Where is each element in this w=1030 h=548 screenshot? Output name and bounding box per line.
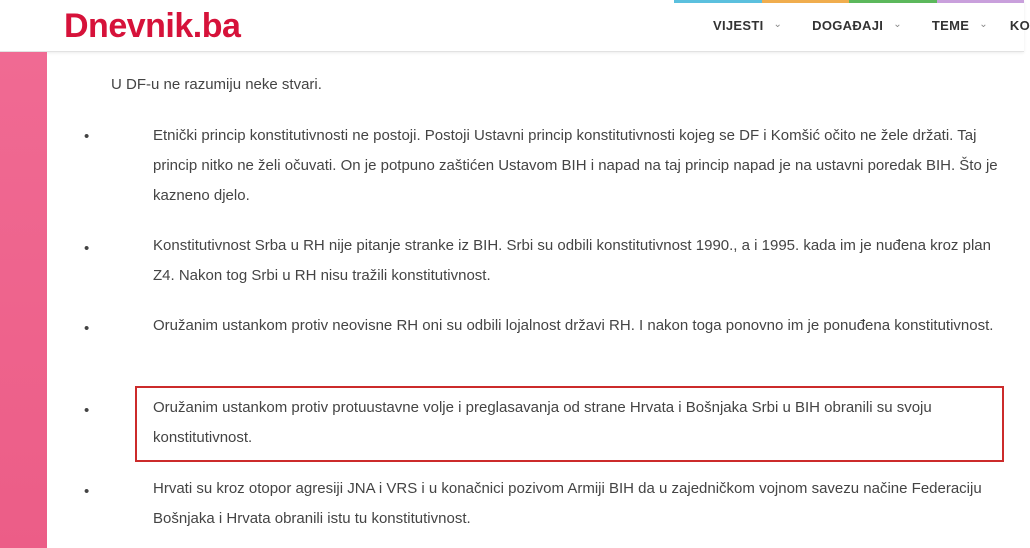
nav-item-label: KO — [1009, 17, 1030, 33]
sidebar-strip — [0, 52, 47, 548]
main-nav — [712, 0, 1030, 50]
chevron-down-icon: ⌄ — [893, 18, 902, 30]
bullet-icon: • — [84, 128, 90, 145]
list-item: Hrvati su kroz otopor agresiji JNA i VRS i u konačnici pozivom Armiji BIH da u zajedničkom vojnom savezu načine Federaciju Bošnjaka i Hrvata obranili istu tu konstitutivnost. — [153, 480, 982, 527]
nav-item-ko[interactable] — [1010, 0, 1030, 50]
bullet-icon: • — [84, 320, 90, 337]
list-item: Oružanim ustankom protiv neovisne RH oni su odbili lojalnost državi RH. I nakon toga ponovno im je ponuđena konstitutivnost. — [153, 317, 994, 334]
site-header — [0, 0, 1030, 52]
bullet-icon: • — [84, 240, 90, 257]
nav-item-dogadaji[interactable] — [812, 0, 902, 50]
bullet-icon: • — [84, 483, 90, 500]
list-item: Konstitutivnost Srba u RH nije pitanje stranke iz BIH. Srbi su odbili konstitutivnost 1990., a i 1995. kada im je nuđena kroz plan Z4. Nakon tog Srbi u RH nisu tražili konstitutivnost. — [153, 237, 991, 284]
article-intro: U DF-u ne razumiju neke stvari. — [111, 76, 322, 93]
list-item: Etnički princip konstitutivnosti ne postoji. Postoji Ustavni princip konstitutivnosti kojeg se DF i Komšić očito ne žele držati. Taj princip nitko ne želi očuvati. On je potpuno zaštićen Ustavom BIH i napad na taj princip napad je na ustavni poredak BIH. Što je kazneno djelo. — [153, 127, 998, 204]
chevron-down-icon: ⌄ — [979, 18, 988, 30]
nav-item-label: TEME — [931, 17, 970, 33]
site-logo[interactable]: Dnevnik.ba — [64, 7, 241, 45]
article-content — [47, 52, 1024, 548]
nav-item-label: VIJESTI — [712, 17, 764, 33]
nav-item-teme[interactable] — [932, 0, 988, 50]
chevron-down-icon: ⌄ — [773, 18, 783, 30]
list-item-highlighted: Oružanim ustankom protiv protuustavne volje i preglasavanja od strane Hrvata i Bošnjaka Srbi u BIH obranili su svoju konstitutivnost. — [153, 399, 932, 446]
nav-item-vijesti[interactable] — [713, 0, 782, 50]
bullet-icon: • — [84, 402, 90, 419]
nav-item-label: DOGAĐAJI — [812, 17, 884, 33]
